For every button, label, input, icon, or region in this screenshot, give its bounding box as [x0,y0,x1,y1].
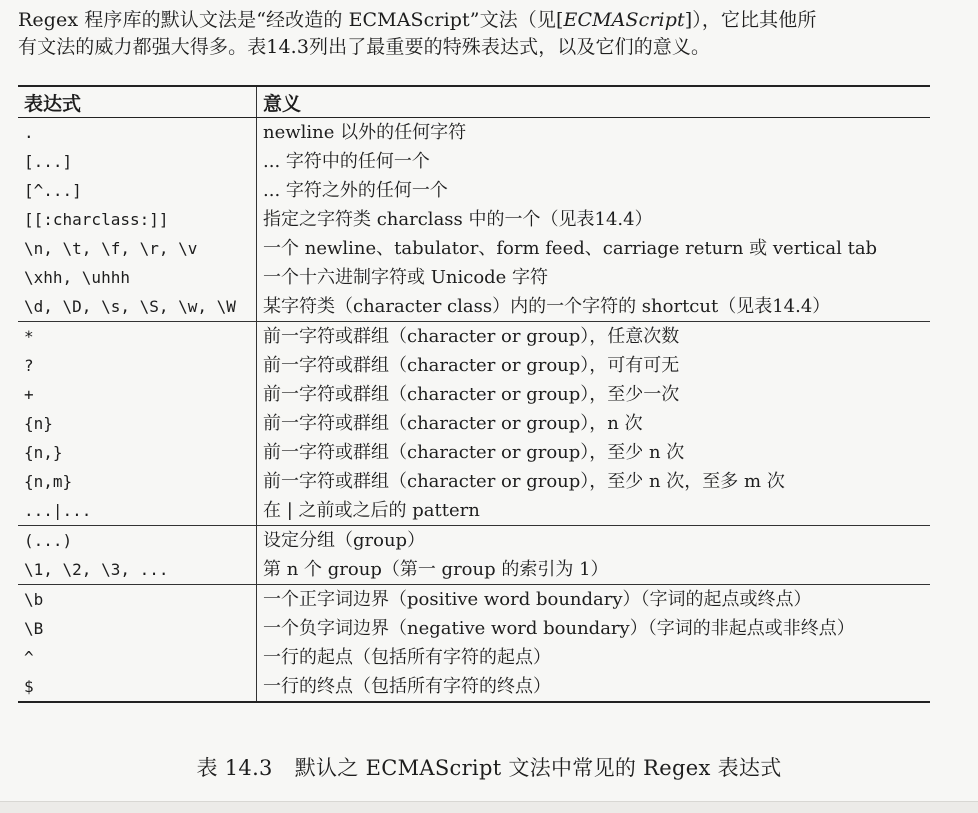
table-row [18,292,930,322]
table-row [18,409,930,438]
meaning-cell: 一个 newline、tabulator、form feed、carriage return 或 vertical tab [263,238,878,259]
header-meaning: 意义 [257,86,931,118]
meaning-cell: 前一字符或群组（character or group），可有可无 [263,355,680,376]
meaning-cell: 第 n 个 group（第一 group 的索引为 1） [263,559,609,580]
table-row [18,205,930,234]
table-row [18,263,930,292]
meaning-cell: 在 | 之前或之后的 pattern [263,500,480,521]
table-row [18,614,930,643]
expression-cell: \b [18,585,257,615]
table-row [18,322,930,352]
table-row [18,496,930,526]
meaning-cell: 一个正字词边界（positive word boundary）（字词的起点或终点） [257,585,931,615]
meaning-cell: 前一字符或群组（character or group），n 次 [263,413,643,434]
expression-cell: \xhh, \uhhh [18,263,257,292]
table-row [18,672,930,702]
table-row [18,526,930,556]
expression-cell: \d, \D, \s, \S, \w, \W [18,292,257,322]
expression-cell: {n,m} [18,467,257,496]
caption-number: 表 14.3 [196,756,273,780]
expression-cell: ...|... [18,496,257,526]
table-row [18,234,930,263]
expression-cell: + [18,380,257,409]
expression-cell: (...) [18,526,257,556]
meaning-cell: 一行的起点（包括所有字符的起点） [263,647,551,668]
table-body [18,118,930,703]
table-header-row [18,86,930,118]
expression-cell: [[:charclass:]] [18,205,257,234]
expression-cell: {n} [18,409,257,438]
intro-reference-link: ECMAScript [563,9,685,31]
meaning-cell: 前一字符或群组（character or group），至少 n 次，至多 m 次 [263,471,785,492]
expression-cell: {n,} [18,438,257,467]
table-row [18,643,930,672]
expression-cell: \B [18,614,257,643]
expression-cell: * [18,322,257,352]
expression-cell: \1, \2, \3, ... [18,555,257,585]
header-expression: 表达式 [18,86,257,118]
intro-line-2: 有文法的威力都强大得多。表14.3列出了最重要的特殊表达式，以及它们的意义。 [18,36,711,58]
meaning-cell: 前一字符或群组（character or group），任意次数 [257,322,931,352]
meaning-cell: 前一字符或群组（character or group），至少 n 次 [263,442,685,463]
intro-line-1-text-b: ]），它比其他所 [684,9,817,31]
table-row [18,438,930,467]
expression-cell: ? [18,351,257,380]
meaning-cell: ... 字符之外的任何一个 [263,180,448,201]
table-row [18,555,930,585]
meaning-cell: 指定之字符类 charclass 中的一个（见表14.4） [263,209,653,230]
table-row [18,380,930,409]
intro-line-1 [18,7,938,34]
expression-cell: [...] [18,147,257,176]
meaning-cell: 设定分组（group） [257,526,931,556]
meaning-cell: 某字符类（character class）内的一个字符的 shortcut（见表14.4） [263,296,831,317]
table-row [18,467,930,496]
meaning-cell: 一行的终点（包括所有字符的终点） [257,672,931,702]
table-caption [0,752,978,782]
regex-table [18,85,930,703]
table-row [18,585,930,615]
table-row [18,176,930,205]
meaning-cell: 前一字符或群组（character or group），至少一次 [263,384,680,405]
meaning-cell: 一个负字词边界（negative word boundary）（字词的非起点或非终点） [263,618,855,639]
table-row [18,118,930,148]
meaning-cell: ... 字符中的任何一个 [263,151,430,172]
meaning-cell: newline 以外的任何字符 [263,122,467,143]
expression-cell: $ [18,672,257,702]
expression-cell: ^ [18,643,257,672]
caption-text: 默认之 ECMAScript 文法中常见的 Regex 表达式 [294,756,782,780]
expression-cell: . [18,118,257,148]
intro-line-1-text-a: Regex 程序库的默认文法是“经改造的 ECMAScript”文法（见[ [18,9,564,31]
viewer-bottom-bar [0,801,978,813]
expression-cell: [^...] [18,176,257,205]
table-row [18,351,930,380]
expression-cell: \n, \t, \f, \r, \v [18,234,257,263]
intro-paragraph [18,7,938,61]
table-row [18,147,930,176]
meaning-cell: 一个十六进制字符或 Unicode 字符 [263,267,549,288]
